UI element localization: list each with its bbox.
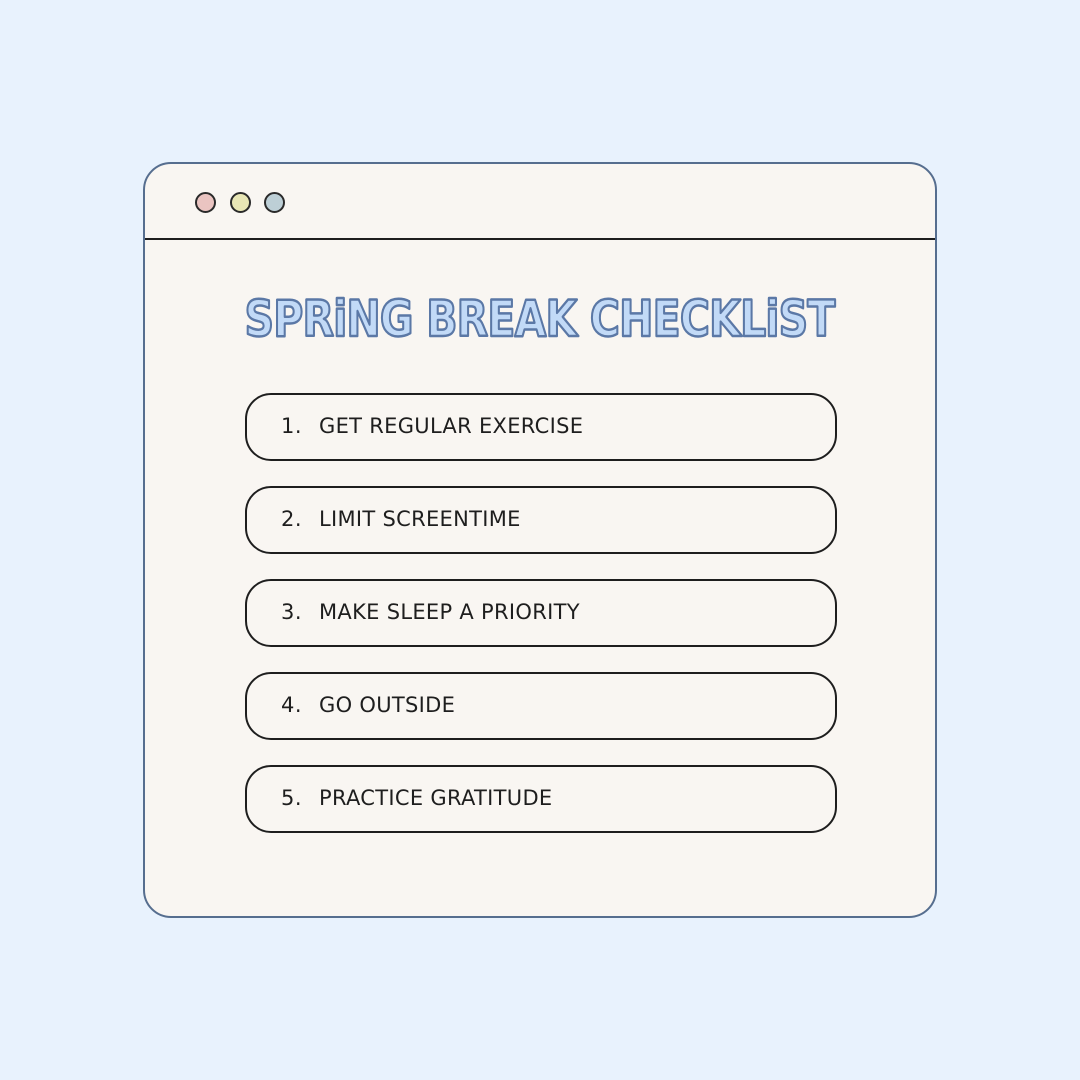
item-label: MAKE SLEEP A PRIORITY [319, 600, 580, 624]
checklist-title-art [145, 282, 934, 352]
title-text: SPRiNG BREAK CHECKLiST [244, 290, 836, 348]
item-number: 4. [281, 693, 303, 717]
maximize-dot[interactable] [264, 192, 285, 213]
list-item[interactable] [245, 393, 837, 461]
item-number: 2. [281, 507, 303, 531]
item-label: GO OUTSIDE [319, 693, 456, 717]
minimize-dot[interactable] [230, 192, 251, 213]
list-item[interactable] [245, 579, 837, 647]
checklist-title [145, 282, 935, 352]
list-item[interactable] [245, 672, 837, 740]
item-label: GET REGULAR EXERCISE [319, 414, 584, 438]
item-label: LIMIT SCREENTIME [319, 507, 521, 531]
item-number: 5. [281, 786, 303, 810]
close-dot[interactable] [195, 192, 216, 213]
list-item[interactable] [245, 486, 837, 554]
item-label: PRACTICE GRATITUDE [319, 786, 553, 810]
browser-window [143, 162, 937, 918]
item-number: 3. [281, 600, 303, 624]
item-number: 1. [281, 414, 303, 438]
list-item[interactable] [245, 765, 837, 833]
window-titlebar [145, 164, 935, 240]
